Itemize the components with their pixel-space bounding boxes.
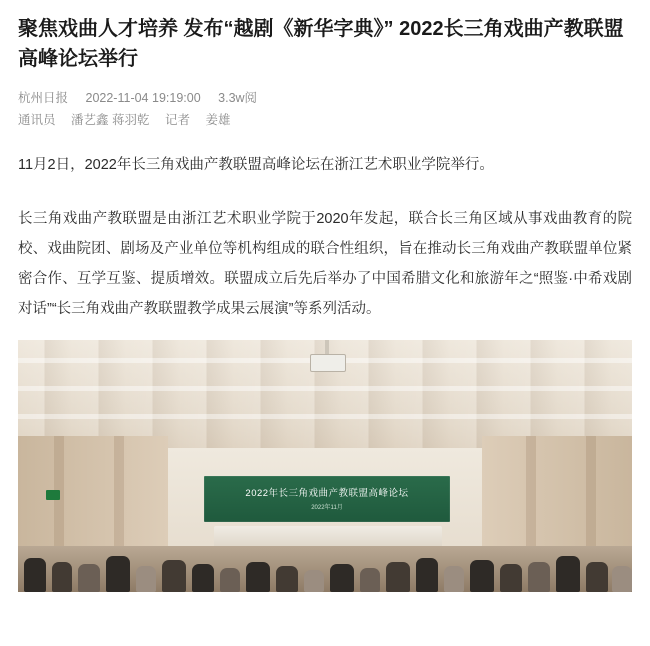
stage-banner-subtitle: 2022年11月 — [311, 505, 343, 511]
audience-person — [586, 562, 608, 592]
audience-crowd — [18, 536, 632, 592]
venue-wall-left — [18, 436, 168, 546]
byline-reporter-label: 记者 — [164, 113, 190, 127]
article-paragraph-2: 长三角戏曲产教联盟是由浙江艺术职业学院于2020年发起，联合长三角区域从事戏曲教育的院校、戏曲院团、剧场及产业单位等机构组成的联合性组织，旨在推动长三角戏曲产教联盟单位紧密合作、互学互鉴、提质增效。联盟成立后先后举办了中国希腊文化和旅游年之“照鉴·中希戏剧对话”“长三角戏曲产教联盟教学成果云展演”等系列活动。 — [18, 211, 632, 317]
venue-wall-right — [482, 436, 632, 546]
audience-person — [612, 566, 632, 592]
audience-person — [304, 570, 324, 592]
audience-person — [106, 556, 130, 592]
audience-person — [276, 566, 298, 592]
audience-person — [192, 564, 214, 592]
ceiling-band — [18, 414, 632, 419]
byline-correspondent-label: 通讯员 — [18, 113, 56, 127]
audience-person — [136, 566, 156, 592]
stage-banner-title: 2022年长三角戏曲产教联盟高峰论坛 — [245, 488, 409, 499]
article-meta — [18, 88, 632, 108]
meta-view-count: 3.3w阅 — [218, 91, 258, 105]
audience-person — [500, 564, 522, 592]
byline-correspondent-names: 潘艺鑫 蒋羽乾 — [71, 113, 150, 127]
ceiling-band — [18, 386, 632, 391]
projector-mount — [325, 340, 329, 355]
article-byline — [18, 110, 632, 130]
audience-person — [246, 562, 270, 592]
wall-column — [526, 436, 536, 546]
audience-person — [162, 560, 186, 592]
audience-person — [52, 562, 72, 592]
meta-source: 杭州日报 — [18, 91, 69, 105]
stage-banner — [204, 476, 450, 522]
meta-datetime: 2022-11-04 19:19:00 — [85, 91, 201, 105]
audience-person — [416, 558, 438, 592]
wall-column — [114, 436, 124, 546]
projector — [310, 354, 346, 372]
page-title: 聚焦戏曲人才培养 发布“越剧《新华字典》” 2022长三角戏曲产教联盟高峰论坛举行 — [18, 18, 624, 70]
audience-person — [556, 556, 580, 592]
audience-person — [360, 568, 380, 592]
audience-person — [78, 564, 100, 592]
wall-column — [586, 436, 596, 546]
audience-person — [470, 560, 494, 592]
audience-person — [330, 564, 354, 592]
audience-person — [444, 566, 464, 592]
article-photo — [18, 340, 632, 592]
audience-person — [386, 562, 410, 592]
audience-person — [24, 558, 46, 592]
exit-sign-icon — [46, 490, 60, 500]
photo-scene — [18, 340, 632, 592]
byline-reporter-name: 姜雄 — [205, 113, 231, 127]
audience-person — [220, 568, 240, 592]
article-paragraph-1: 11月2日，2022年长三角戏曲产教联盟高峰论坛在浙江艺术职业学院举行。 — [18, 157, 494, 173]
audience-person — [528, 562, 550, 592]
